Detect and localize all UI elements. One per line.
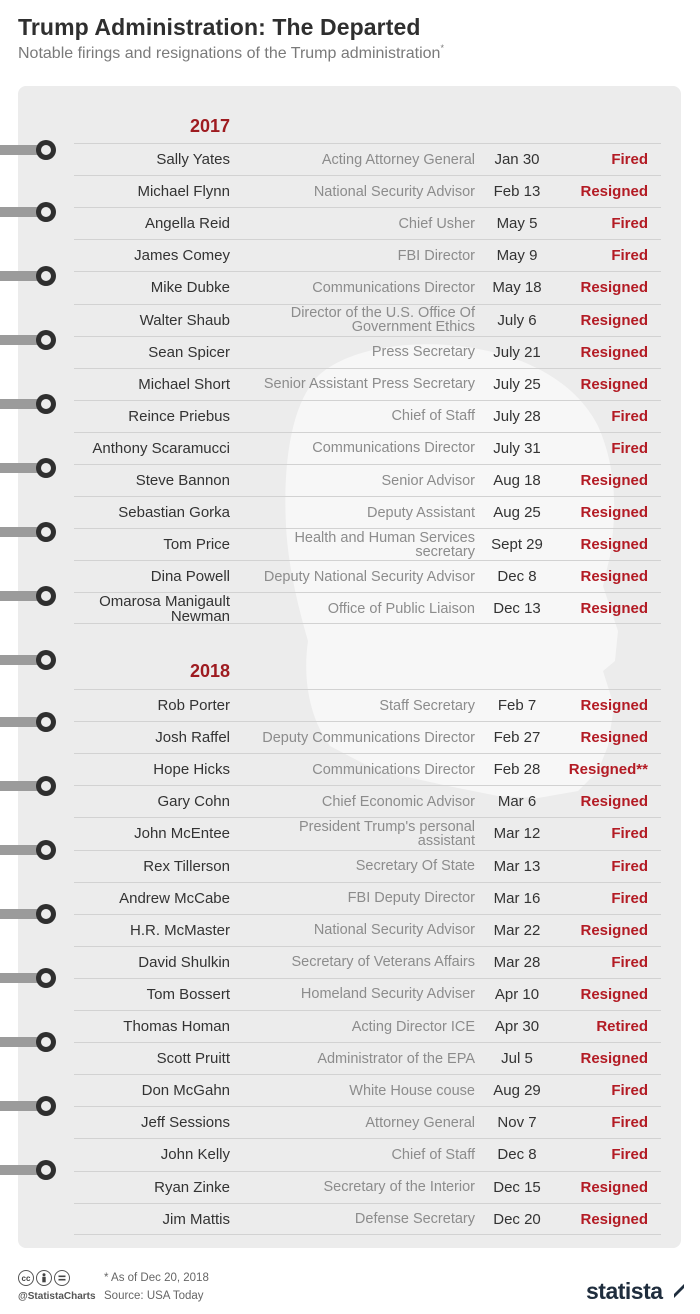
status-cell: Resigned: [580, 311, 648, 329]
status-cell: Fired: [611, 953, 648, 971]
status-cell: Fired: [611, 247, 648, 265]
date-cell: Apr 10: [494, 985, 540, 1003]
status-cell: Fired: [611, 215, 648, 233]
attribution-icon: [36, 1270, 52, 1286]
status-cell: Resigned: [580, 793, 648, 811]
ring-hole: [36, 266, 56, 286]
position-cell: Communications Director: [312, 440, 475, 457]
status-cell: Resigned: [580, 568, 648, 586]
name-cell: James Comey: [134, 247, 230, 265]
position-cell: Defense Secretary: [354, 1211, 475, 1228]
name-cell: Omarosa Manigault Newman: [99, 592, 230, 625]
binder-ring: [0, 967, 56, 989]
name-cell: Michael Flynn: [137, 183, 230, 201]
name-cell: Hope Hicks: [153, 761, 230, 779]
date-cell: Mar 13: [493, 857, 541, 875]
table-row: [74, 464, 661, 496]
date-cell: July 25: [493, 375, 541, 393]
table-row: [74, 239, 661, 271]
name-cell: Jim Mattis: [162, 1210, 230, 1228]
binder-ring: [0, 775, 56, 797]
name-cell: Ryan Zinke: [154, 1178, 230, 1196]
binder-ring: [0, 139, 56, 161]
date-cell: Aug 29: [493, 1082, 541, 1100]
status-cell: Resigned: [580, 600, 648, 618]
name-cell: Sean Spicer: [148, 343, 230, 361]
status-cell: Fired: [611, 889, 648, 907]
ring-hole: [36, 522, 56, 542]
position-cell: Deputy National Security Advisor: [263, 568, 475, 585]
date-cell: Mar 22: [493, 921, 541, 939]
status-cell: Resigned: [580, 985, 648, 1003]
status-cell: Resigned: [580, 1178, 648, 1196]
table-row: [74, 432, 661, 464]
license-icons: [18, 1270, 70, 1286]
statista-logo-mark-icon: [672, 1282, 686, 1300]
statista-logo[interactable]: statista: [586, 1278, 663, 1304]
ring-hole: [36, 586, 56, 606]
date-cell: Sept 29: [491, 536, 543, 554]
binder-ring: [0, 457, 56, 479]
ring-hole: [36, 840, 56, 860]
table-row: [74, 721, 661, 753]
binder-ring: [0, 1159, 56, 1181]
chart-title: Trump Administration: The Departed: [18, 14, 421, 40]
name-cell: John Kelly: [160, 1146, 230, 1164]
ring-hole: [36, 394, 56, 414]
binder-ring: [0, 521, 56, 543]
date-cell: Dec 20: [493, 1210, 541, 1228]
date-cell: Aug 18: [493, 472, 541, 489]
ring-hole: [36, 140, 56, 160]
date-cell: Dec 13: [493, 600, 541, 618]
date-cell: Dec 15: [493, 1178, 541, 1196]
name-cell: Angella Reid: [144, 215, 230, 233]
position-cell: Secretary of Veterans Affairs: [291, 954, 475, 971]
date-cell: May 9: [496, 247, 538, 265]
table-row: [74, 753, 661, 785]
ring-hole: [36, 1096, 56, 1116]
table-row: [74, 368, 661, 400]
name-cell: Rob Porter: [157, 697, 230, 714]
status-cell: Resigned: [580, 472, 648, 489]
creative-commons-icon: cc: [18, 1270, 34, 1286]
position-cell: Attorney General: [365, 1114, 475, 1131]
table-row: [74, 882, 661, 914]
position-cell: Senior Assistant Press Secretary: [263, 376, 475, 393]
table-row: [74, 1010, 661, 1042]
subtitle-footnote-mark: *: [440, 43, 444, 53]
position-cell: Chief Economic Advisor: [321, 793, 475, 810]
name-cell: Tom Price: [163, 536, 230, 554]
status-cell: Resigned: [580, 697, 648, 714]
table-row: [74, 143, 661, 175]
name-cell: Andrew McCabe: [119, 889, 230, 907]
status-cell: Retired: [596, 1018, 648, 1035]
position-cell: Office of Public Liaison: [327, 600, 475, 617]
table-row: [74, 817, 661, 849]
date-cell: May 18: [492, 279, 542, 297]
ring-hole: [36, 1160, 56, 1180]
table-row: [74, 592, 661, 624]
date-cell: Feb 13: [493, 183, 541, 201]
status-cell: Fired: [611, 407, 648, 425]
position-cell: Health and Human Services secretary: [294, 529, 475, 560]
position-cell: Communications Director: [312, 279, 475, 296]
binder-ring: [0, 903, 56, 925]
status-cell: Fired: [611, 857, 648, 875]
name-cell: Anthony Scaramucci: [92, 439, 230, 457]
date-cell: July 6: [497, 311, 537, 329]
binder-ring: [0, 201, 56, 223]
binder-ring: [0, 393, 56, 415]
position-cell: Acting Director ICE: [351, 1018, 475, 1035]
ring-hole: [36, 202, 56, 222]
position-cell: Secretary Of State: [355, 858, 475, 874]
statista-handle: @StatistaCharts: [18, 1291, 96, 1302]
status-cell: Fired: [611, 1082, 648, 1100]
status-cell: Resigned: [580, 279, 648, 297]
date-cell: Jan 30: [494, 151, 540, 168]
ring-hole: [36, 712, 56, 732]
chart-subtitle: [18, 45, 444, 63]
date-cell: Mar 16: [493, 889, 541, 907]
date-cell: Aug 25: [493, 504, 541, 522]
name-cell: John McEntee: [134, 825, 230, 843]
name-cell: Steve Bannon: [135, 472, 230, 489]
table-row: [74, 1171, 661, 1203]
status-cell: Resigned: [580, 1050, 648, 1068]
name-cell: Dina Powell: [150, 568, 230, 586]
table-row: [74, 689, 661, 721]
name-cell: Jeff Sessions: [141, 1114, 230, 1132]
binder-ring: [0, 1095, 56, 1117]
status-cell: Resigned: [580, 729, 648, 747]
name-cell: Sally Yates: [156, 151, 230, 168]
date-cell: Feb 7: [497, 697, 537, 714]
ring-hole: [36, 904, 56, 924]
table-row: [74, 1074, 661, 1106]
binder-ring: [0, 711, 56, 733]
ring-hole: [36, 968, 56, 988]
status-cell: Resigned: [580, 504, 648, 522]
name-cell: H.R. McMaster: [129, 921, 230, 939]
table-row: [74, 1106, 661, 1138]
date-cell: Jul 5: [501, 1050, 533, 1068]
status-cell: Fired: [611, 1114, 648, 1132]
position-cell: Chief Usher: [398, 215, 475, 232]
binder-ring: [0, 265, 56, 287]
position-cell: Senior Advisor: [381, 472, 475, 489]
table-row: [74, 304, 661, 336]
table-row: [74, 560, 661, 592]
table-row: [74, 271, 661, 303]
status-cell: Fired: [611, 1146, 648, 1164]
ring-hole: [36, 1032, 56, 1052]
source-note[interactable]: Source: USA Today: [104, 1290, 204, 1302]
date-cell: Dec 8: [497, 568, 537, 586]
position-cell: Secretary of the Interior: [323, 1179, 475, 1195]
status-cell: Resigned**: [568, 761, 648, 779]
name-cell: Walter Shaub: [139, 311, 230, 329]
status-cell: Resigned: [580, 375, 648, 393]
date-cell: Feb 27: [493, 729, 541, 747]
subtitle-text: Notable firings and resignations of the Trump administration: [18, 45, 441, 62]
table-row: [74, 914, 661, 946]
position-cell: Director of the U.S. Office Of Government Ethics: [290, 305, 475, 335]
name-cell: Mike Dubke: [150, 279, 230, 297]
date-cell: July 31: [493, 439, 541, 457]
footnote: * As of Dec 20, 2018: [104, 1272, 209, 1284]
position-cell: Deputy Communications Director: [262, 729, 475, 746]
table-row: [74, 496, 661, 528]
table-row: [74, 1042, 661, 1074]
name-cell: David Shulkin: [138, 953, 230, 971]
status-cell: Fired: [611, 151, 648, 168]
name-cell: Gary Cohn: [157, 793, 230, 811]
position-cell: Chief of Staff: [391, 1146, 475, 1163]
name-cell: Michael Short: [138, 375, 230, 393]
ring-hole: [36, 458, 56, 478]
ring-hole: [36, 776, 56, 796]
table-row: [74, 850, 661, 882]
name-cell: Sebastian Gorka: [118, 504, 230, 522]
position-cell: Chief of Staff: [391, 408, 475, 425]
position-cell: Deputy Assistant: [367, 504, 475, 521]
name-cell: Thomas Homan: [123, 1018, 230, 1035]
date-cell: Mar 12: [493, 825, 541, 843]
name-cell: Tom Bossert: [146, 985, 230, 1003]
position-cell: FBI Deputy Director: [347, 890, 475, 907]
position-cell: Administrator of the EPA: [317, 1050, 475, 1067]
status-cell: Resigned: [580, 343, 648, 361]
position-cell: National Security Advisor: [313, 183, 475, 200]
position-cell: National Security Advisor: [313, 922, 475, 939]
date-cell: Nov 7: [497, 1114, 537, 1132]
status-cell: Resigned: [580, 1210, 648, 1228]
table-row: [74, 978, 661, 1010]
table-row: [74, 528, 661, 560]
name-cell: Don McGahn: [141, 1082, 230, 1100]
binder-ring: [0, 839, 56, 861]
position-cell: President Trump's personal assistant: [298, 818, 475, 849]
binder-ring: [0, 585, 56, 607]
binder-ring: [0, 1031, 56, 1053]
position-cell: White House couse: [349, 1082, 475, 1099]
position-cell: Press Secretary: [371, 344, 475, 361]
binder-ring: [0, 329, 56, 351]
status-cell: Resigned: [580, 921, 648, 939]
date-cell: Mar 6: [497, 793, 537, 811]
date-cell: July 21: [493, 343, 541, 361]
date-cell: Feb 28: [493, 761, 541, 779]
position-cell: Staff Secretary: [379, 697, 475, 714]
status-cell: Fired: [611, 825, 648, 843]
table-row: [74, 785, 661, 817]
date-cell: Dec 8: [497, 1146, 537, 1164]
ring-hole: [36, 650, 56, 670]
table-row: [74, 336, 661, 368]
table-row: [74, 207, 661, 239]
date-cell: May 5: [496, 215, 538, 233]
position-cell: Communications Director: [312, 761, 475, 778]
table-row: [74, 400, 661, 432]
date-cell: July 28: [493, 407, 541, 425]
ring-hole: [36, 330, 56, 350]
status-cell: Resigned: [580, 536, 648, 554]
table-row: [74, 1138, 661, 1170]
position-cell: Acting Attorney General: [321, 151, 475, 168]
position-cell: FBI Director: [397, 247, 475, 264]
year-heading: 2017: [190, 116, 231, 136]
table-row: [74, 946, 661, 978]
date-cell: Apr 30: [494, 1018, 540, 1035]
no-derivatives-icon: [54, 1270, 70, 1286]
status-cell: Resigned: [580, 183, 648, 201]
year-heading: 2018: [190, 661, 231, 681]
name-cell: Reince Priebus: [128, 407, 230, 425]
table-row: [74, 1203, 661, 1235]
status-cell: Fired: [611, 439, 648, 457]
date-cell: Mar 28: [493, 953, 541, 971]
name-cell: Josh Raffel: [155, 729, 230, 747]
table-row: [74, 175, 661, 207]
name-cell: Rex Tillerson: [143, 857, 230, 875]
binder-ring: [0, 649, 56, 671]
name-cell: Scott Pruitt: [156, 1050, 230, 1068]
position-cell: Homeland Security Adviser: [300, 986, 475, 1003]
